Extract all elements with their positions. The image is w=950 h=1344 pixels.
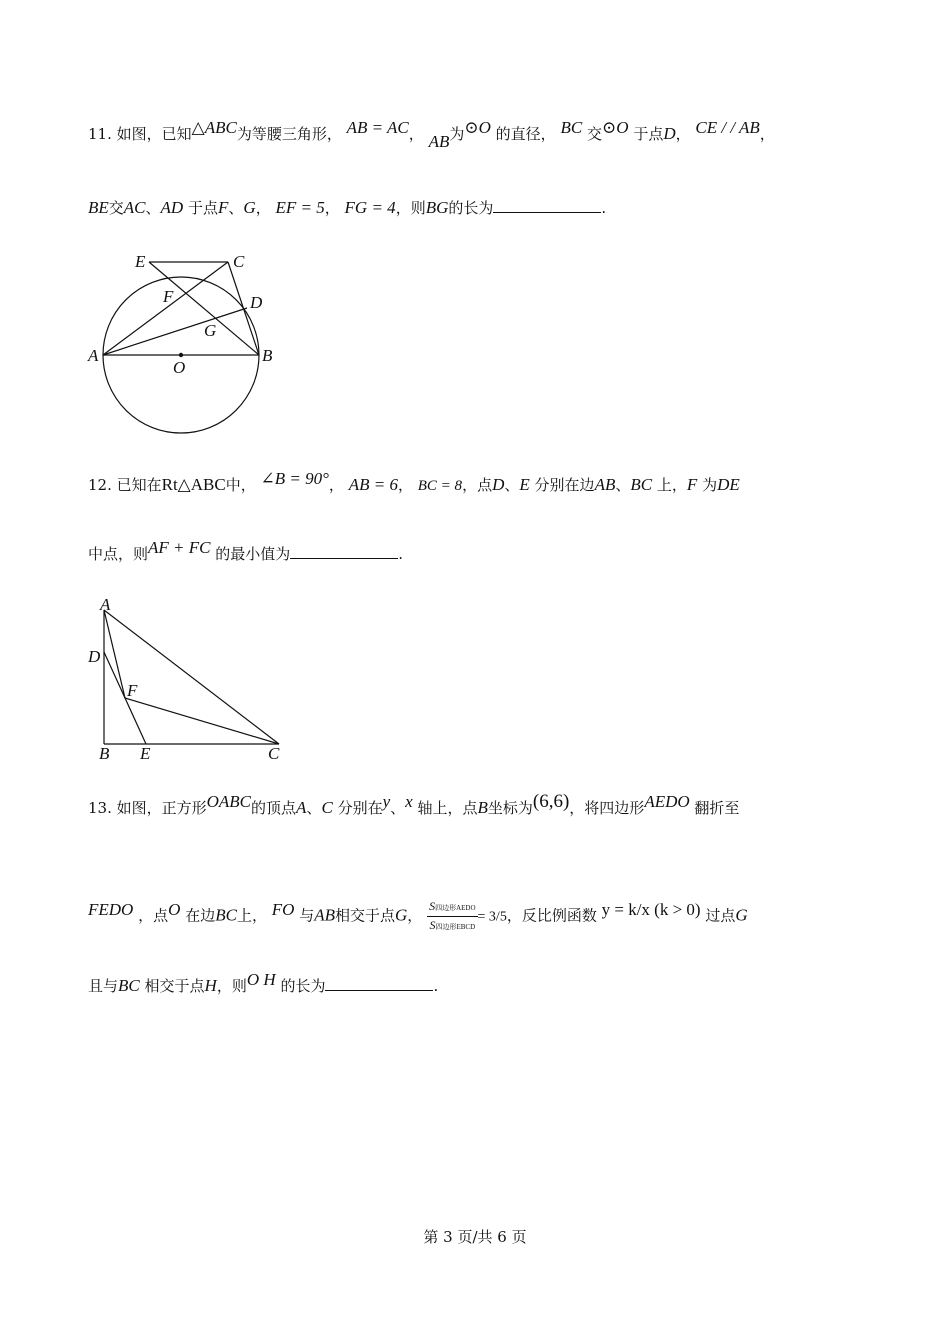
math: AB [428,132,450,151]
text: 的最小值为 [215,545,291,563]
frac-numerator [427,898,477,917]
label-f: F [127,681,138,700]
label-c: C [268,744,280,763]
math: AB = AC [346,118,409,137]
math: △ABC [191,118,237,137]
math: ⊙O [464,118,491,137]
text: ， [328,476,344,494]
math: G [243,198,256,217]
frac-denominator [427,917,477,935]
text: 上， [656,476,687,494]
q12-line2 [88,538,404,564]
text: 为 [702,476,718,494]
label-e: E [140,744,151,763]
text: ，将四边形 [569,799,645,817]
text: ， [255,199,271,217]
text: ， [675,125,691,143]
math: FO [271,899,295,919]
text: 中， [225,476,256,494]
text: 11. 如图，已知 [88,125,192,143]
text: 的直径， [495,125,556,143]
math: AC [123,198,146,217]
math: CE / / AB [695,118,760,137]
text: . [433,977,439,995]
q13-line1 [88,791,740,818]
text: ，点 [138,906,169,925]
text: ，则 [395,199,426,217]
label-a: A [100,595,111,614]
text: 与 [299,906,315,925]
text: 为等腰三角形， [236,125,342,143]
text: 、 [306,799,322,817]
triangle-diagram [82,592,292,767]
text: . [601,199,607,217]
math: C [321,798,333,817]
math: E [519,475,530,494]
center-point [179,353,183,357]
math: AEDO [644,792,690,811]
text: 、 [228,199,244,217]
math: Rt△ABC [161,475,226,494]
text: 分别在 [337,799,383,817]
text: 于点 [188,199,219,217]
math: BC [630,475,653,494]
text: 相交于点 [334,906,395,925]
text: 中点，则 [88,545,149,563]
text: 于点 [633,125,664,143]
answer-blank[interactable] [325,976,433,991]
math: FG = 4 [344,198,396,217]
math: O [168,899,181,919]
answer-blank[interactable] [493,198,601,213]
text: 过点 [705,906,736,925]
frac-s: S [429,899,436,913]
q13-line2 [88,898,748,935]
math: FEDO [88,899,134,919]
math: y [382,792,391,811]
text: 且与 [88,977,119,995]
text: 的长为 [280,977,326,995]
text: 、 [390,799,406,817]
math: ⊙O [602,118,629,137]
frac-s: S [429,918,436,932]
math: AD [160,198,184,217]
page-footer: 第 3 页/共 6 页 [423,1228,527,1246]
text: ，点 [462,476,493,494]
text: 交 [108,199,124,217]
math: (6,6) [532,791,570,812]
label-o: O [173,358,186,377]
math: G [735,905,748,925]
q11-line2 [88,198,606,218]
math: BC = 8 [417,478,463,494]
math: F [218,198,229,217]
text: ，反比例函数 [506,906,597,925]
function-expr: y = k/x (k > 0) [601,899,701,919]
label-e: E [135,252,146,271]
math: G [395,905,408,925]
label-d: D [88,647,101,666]
label-a: A [88,346,99,365]
math: BC [215,905,237,925]
math: O H [246,970,276,989]
text: 坐标为 [487,799,533,817]
text: 交 [586,125,602,143]
q13-line3 [88,970,439,996]
text: 分别在边 [534,476,595,494]
text: ， [407,906,423,925]
math: A [296,798,307,817]
segment-fc [125,698,279,744]
text: 12. 已知在 [88,476,162,494]
label-b: B [99,744,110,763]
math: AF + FC [148,538,211,557]
text: 为 [449,125,465,143]
q12-figure [82,592,292,771]
text: ， [324,199,340,217]
math: H [204,976,217,995]
text: 、 [615,476,631,494]
math: ∠B = 90° [260,469,329,488]
math: BC [118,976,140,995]
q12-line1 [88,469,740,496]
math: BE [88,198,109,217]
text: 翻折至 [694,799,740,817]
label-b: B [262,346,273,365]
math: EF = 5 [275,198,325,217]
text: ， [397,476,413,494]
frac-subscript: 四边形AEDO [435,904,476,912]
segment-ac [104,610,279,744]
text: . [398,545,404,563]
math: B [477,798,488,817]
text: 、 [504,476,520,494]
segment-ad [103,308,247,355]
text: ， [408,125,424,143]
math: BC [560,118,583,137]
text: ，则 [216,977,247,995]
math: D [663,124,676,143]
circle-diagram [80,245,290,440]
math: DE [717,475,740,494]
label-g: G [204,321,217,340]
text: 的长为 [448,199,494,217]
label-c: C [233,252,245,271]
text: 13. 如图，正方形 [88,799,207,817]
q11-figure [80,245,290,444]
q11-line1 [88,118,775,151]
math: F [686,475,698,494]
text: 相交于点 [144,977,205,995]
text: 在边 [185,906,216,925]
text: 的顶点 [251,799,297,817]
label-f: F [163,287,174,306]
math: OABC [206,792,252,811]
text: 上， [236,906,267,925]
text: 、 [145,199,161,217]
math: D [492,475,505,494]
text: ， [759,125,775,143]
math: AB [594,475,616,494]
text: 轴上，点 [417,799,478,817]
math: x [405,792,413,811]
area-ratio-fraction [427,898,477,935]
math: BG [425,198,449,217]
frac-subscript: 四边形EBCD [435,923,476,931]
ratio-value: = 3/5 [477,909,507,925]
math: AB [314,905,335,925]
answer-blank[interactable] [290,544,398,559]
math: AB = 6 [348,475,398,494]
label-d: D [250,293,263,312]
